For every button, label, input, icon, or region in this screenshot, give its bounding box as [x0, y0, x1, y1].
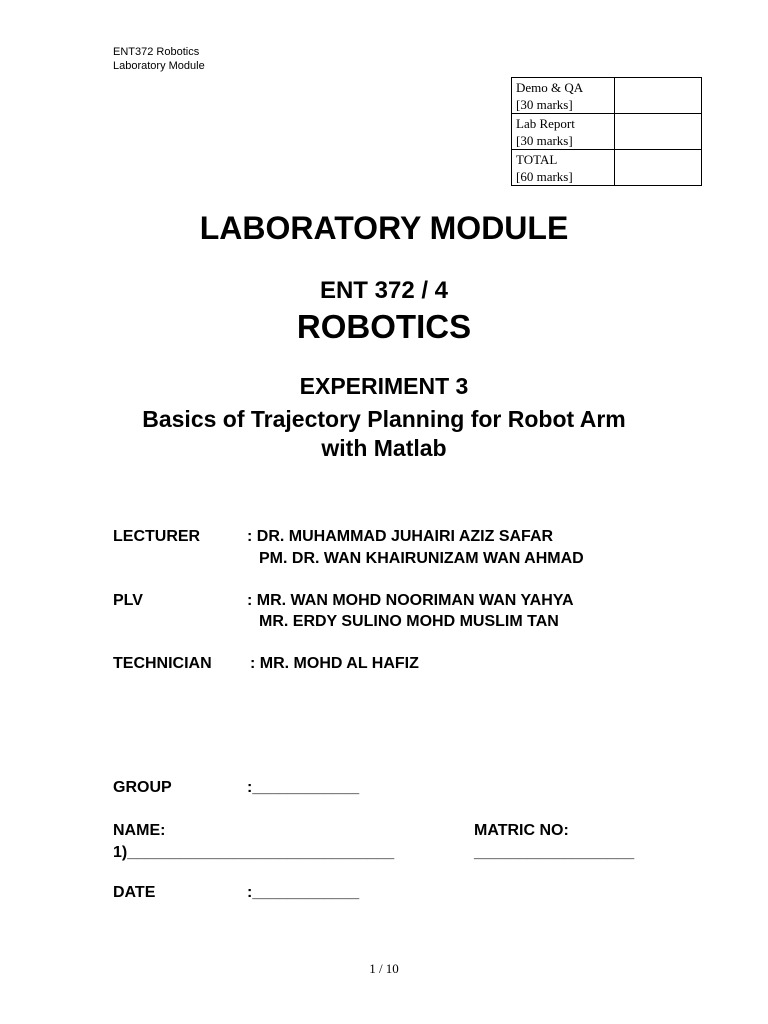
date-field[interactable]: :____________: [247, 884, 360, 901]
experiment-title-line1: Basics of Trajectory Planning for Robot Arm: [142, 406, 626, 432]
lecturer-name-1: : DR. MUHAMMAD JUHAIRI AZIZ SAFAR: [247, 528, 554, 545]
page-title: LABORATORY MODULE: [199, 210, 569, 246]
marks-value-cell: [615, 78, 702, 114]
marks-table: [511, 77, 702, 186]
header-module: Laboratory Module: [113, 60, 205, 72]
marks-label-max: [30 marks]: [516, 133, 573, 148]
marks-label-name: Demo & QA: [516, 80, 584, 95]
marks-value-cell: [615, 150, 702, 186]
name-field[interactable]: 1)______________________________: [113, 844, 395, 861]
marks-label: [512, 78, 615, 114]
plv-label: PLV: [113, 592, 143, 609]
lecturer-name-2: PM. DR. WAN KHAIRUNIZAM WAN AHMAD: [259, 550, 584, 567]
plv-name-2: MR. ERDY SULINO MOHD MUSLIM TAN: [259, 613, 559, 630]
technician-label: TECHNICIAN: [113, 655, 212, 672]
date-label: DATE: [113, 884, 156, 901]
technician-name: : MR. MOHD AL HAFIZ: [250, 655, 419, 672]
group-field[interactable]: :____________: [247, 779, 360, 796]
marks-label-max: [60 marks]: [516, 169, 573, 184]
marks-row-report: [512, 114, 702, 150]
course-name: ROBOTICS: [296, 308, 472, 345]
marks-value-cell: [615, 114, 702, 150]
page-number: 1 / 10: [369, 961, 399, 976]
marks-row-total: [512, 150, 702, 186]
lecturer-label: LECTURER: [113, 528, 201, 545]
matric-field[interactable]: __________________: [474, 844, 635, 861]
marks-row-demo: [512, 78, 702, 114]
group-label: GROUP: [113, 779, 172, 796]
marks-label-max: [30 marks]: [516, 97, 573, 112]
marks-label: [512, 150, 615, 186]
course-code: ENT 372 / 4: [319, 277, 449, 304]
header-course: ENT372 Robotics: [113, 46, 200, 58]
experiment-number: EXPERIMENT 3: [299, 373, 469, 399]
plv-name-1: : MR. WAN MOHD NOORIMAN WAN YAHYA: [247, 592, 574, 609]
experiment-title: [0, 405, 768, 463]
experiment-title-line2: with Matlab: [321, 435, 447, 461]
marks-label: [512, 114, 615, 150]
matric-label: MATRIC NO:: [474, 822, 569, 839]
marks-label-name: TOTAL: [516, 152, 558, 167]
name-label: NAME:: [113, 822, 166, 839]
marks-label-name: Lab Report: [516, 116, 575, 131]
